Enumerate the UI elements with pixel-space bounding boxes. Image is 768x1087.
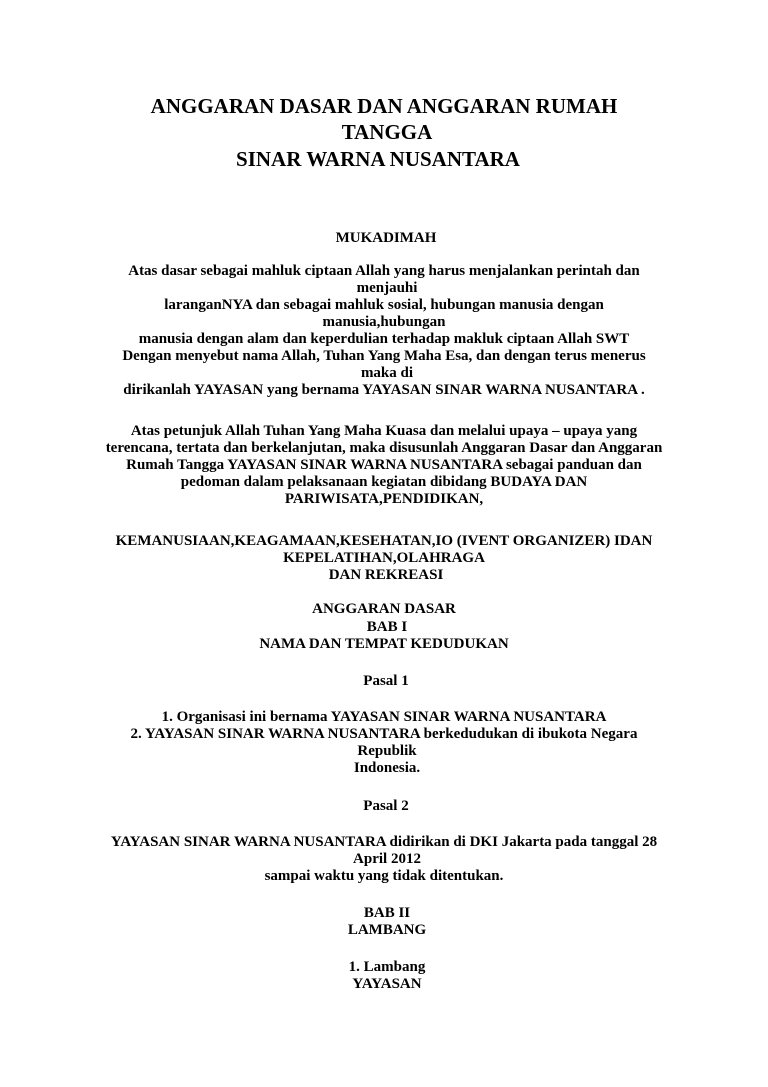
paragraph-line: KEMANUSIAAN,KEAGAMAAN,KESEHATAN,IO (IVENT ORGANIZER) IDAN — [115, 533, 653, 549]
article-heading: Pasal 2 — [363, 798, 409, 814]
paragraph-line: manusia,hubungan — [322, 314, 446, 330]
paragraph-line: laranganNYA dan sebagai mahluk sosial, hubungan manusia dengan — [164, 297, 604, 313]
chapter-number: BAB II — [363, 905, 411, 921]
chapter-number: BAB I — [366, 619, 408, 635]
paragraph-line: terencana, tertata dan berkelanjutan, maka disusunlah Anggaran Dasar dan Anggaran — [105, 440, 663, 456]
paragraph-line: KEPELATIHAN,OLAHRAGA — [283, 550, 485, 566]
chapter-title: LAMBANG — [347, 922, 427, 938]
document-title-line: ANGGARAN DASAR DAN ANGGARAN RUMAH — [150, 94, 618, 118]
paragraph-line: Dengan menyebut nama Allah, Tuhan Yang Maha Esa, dan dengan terus menerus — [122, 348, 646, 364]
list-item: YAYASAN — [352, 976, 422, 992]
paragraph-line: PARIWISATA,PENDIDIKAN, — [284, 491, 484, 507]
article-line: YAYASAN SINAR WARNA NUSANTARA didirikan di DKI Jakarta pada tanggal 28 — [110, 834, 658, 850]
paragraph-line: Atas petunjuk Allah Tuhan Yang Maha Kuasa dan melalui upaya – upaya yang — [130, 423, 638, 439]
article-line: Republik — [357, 743, 417, 759]
paragraph-line: maka di — [360, 365, 414, 381]
document-title-line: TANGGA — [341, 120, 433, 144]
article-line: April 2012 — [353, 851, 421, 867]
article-line: Indonesia. — [353, 760, 421, 776]
paragraph-line: DAN REKREASI — [328, 567, 444, 583]
article-line: 2. YAYASAN SINAR WARNA NUSANTARA berkedudukan di ibukota Negara — [130, 726, 638, 742]
chapter-title: NAMA DAN TEMPAT KEDUDUKAN — [259, 636, 509, 652]
section-heading: ANGGARAN DASAR — [312, 601, 456, 617]
section-heading: MUKADIMAH — [335, 230, 437, 246]
paragraph-line: dirikanlah YAYASAN yang bernama YAYASAN SINAR WARNA NUSANTARA . — [123, 382, 645, 398]
document-title-line: SINAR WARNA NUSANTARA — [236, 147, 520, 171]
paragraph-line: Atas dasar sebagai mahluk ciptaan Allah yang harus menjalankan perintah dan — [128, 263, 640, 279]
list-item: 1. Lambang — [348, 959, 426, 975]
article-line: sampai waktu yang tidak ditentukan. — [264, 868, 504, 884]
paragraph-line: manusia dengan alam dan keperdulian terhadap makluk ciptaan Allah SWT — [138, 331, 630, 347]
paragraph-line: pedoman dalam pelaksanaan kegiatan dibidang BUDAYA DAN — [180, 474, 588, 490]
paragraph-line: Rumah Tangga YAYASAN SINAR WARNA NUSANTARA sebagai panduan dan — [126, 457, 642, 473]
article-line: 1. Organisasi ini bernama YAYASAN SINAR WARNA NUSANTARA — [161, 709, 607, 725]
paragraph-line: menjauhi — [356, 280, 418, 296]
article-heading: Pasal 1 — [363, 673, 409, 689]
